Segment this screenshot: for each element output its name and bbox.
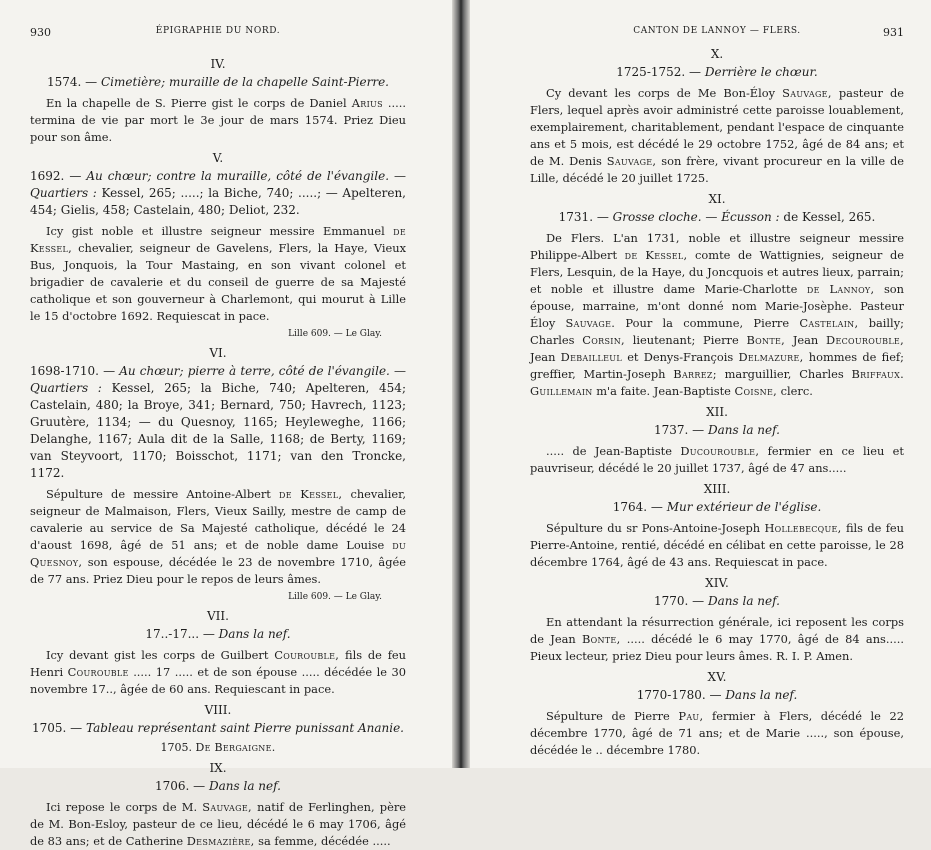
surname: Briffaux. (851, 367, 905, 381)
entry-date: 1737. — (654, 423, 705, 437)
entry-heading (30, 363, 406, 482)
book-gutter (452, 0, 470, 768)
surname: Ducourouble, (680, 444, 760, 458)
quartiers-list: Kessel, 265; la Biche, 740; Apelteren, 454; Castelain, 480; la Broye, 341; Bernard, 750; Havrech, 1123; Gruutère, 1134; — du Quesnoy, 1165; Heyleweghe, 1166; Delanghe, 1167; Aula dit de la Salle, 1168; de Berty, 1169; van Steyvoort, 1170; Boisschot, 1171; van den Troncke, 1172. (30, 381, 406, 480)
entry-date: 1725-1752. — (616, 65, 702, 79)
surname: de Kessel, (30, 224, 406, 255)
surname: Corsin, (582, 333, 625, 347)
entry-date: 1706. — (155, 779, 206, 793)
entry-date: 1698-1710. — (30, 364, 116, 378)
surname: Hollebecque, (764, 521, 842, 535)
section-number: X. (710, 47, 724, 61)
entry-heading (30, 778, 406, 795)
section-number: VI. (209, 346, 227, 360)
inscription-text: Ici repose le corps de M. Sauvage, natif de Ferlinghen, père de M. Bon-Esloy, pasteur de ce lieu, décédé le 6 may 1706, âgé de 83 ans; et de Catherine Desmazière, sa femme, décédée ..... (30, 800, 407, 848)
entry-date: 1705. — (32, 721, 83, 735)
section-number: IV. (210, 57, 226, 71)
entry-location: Dans la nef. (708, 594, 780, 608)
page-number: 930 (30, 26, 51, 39)
entry-location: Dans la nef. (725, 688, 798, 702)
inscription-text: En attendant la résurrection générale, ici reposent les corps de Jean Bonte, ..... décédé le 6 may 1770, âgé de 84 ans..... Pieux lecteur, priez Dieu pour leurs âmes. R. I. P. Amen. (530, 615, 904, 663)
entry-date: 1764. — (612, 500, 663, 514)
surname: Sauvage. (565, 316, 616, 330)
entry-heading (530, 64, 904, 81)
section-number: VIII. (204, 703, 232, 717)
entry-location: Dans la nef. (708, 423, 780, 437)
surname: Desmazière, (186, 834, 255, 848)
painting-signature: 1705. De Bergaigne. (160, 741, 276, 754)
surname: Pau, (678, 709, 704, 723)
entry-date: 1770-1780. — (636, 688, 722, 702)
surname: de Kessel, (624, 248, 688, 262)
section-number: VII. (207, 609, 229, 623)
surname: Barrez; (673, 367, 717, 381)
surname: Courouble, (274, 648, 340, 662)
entry-heading (530, 593, 904, 610)
running-head (30, 26, 406, 42)
surname: De Bergaigne. (195, 741, 276, 754)
left-page (0, 0, 452, 848)
inscription-text: Sépulture du sr Pons-Antoine-Joseph Hollebecque, fils de feu Pierre-Antoine, rentié, décédé en célibat en cette paroisse, le 28 décembre 1764, âgé de 43 ans. Requiescat in pace. (530, 521, 904, 569)
entry-heading (530, 499, 904, 516)
running-head-title: ÉPIGRAPHIE DU NORD. (155, 26, 281, 36)
source-citation: Lille 609. — Le Glay. (288, 329, 382, 339)
entry-location: Mur extérieur de l'église. (666, 500, 822, 514)
running-head (530, 26, 904, 42)
entry-location: Tableau représentant saint Pierre punissant Ananie. (86, 721, 404, 735)
entry-location: Au chœur; contre la muraille, côté de l'évangile. — Quartiers : (30, 169, 406, 200)
entry-location: Au chœur; pierre à terre, côté de l'évangile. — Quartiers : (30, 364, 406, 395)
entry-location: Derrière le chœur. (704, 65, 818, 79)
inscription-text: De Flers. L'an 1731, noble et illustre seigneur messire Philippe-Albert de Kessel, comte de Wattignies, seigneur de Flers, Lesquin, de la Haye, du Joncquois et autres lieux, parrain; et noble et illustre dame Marie-Charlotte de Lannoy, son épouse, marraine, m'ont donné nom Marie-Josèphe. Pasteur Éloy Sauvage. Pour la commune, Pierre Castelain, bailly; Charles Corsin, lieutenant; Pierre Bonte, Jean Decourouble, Jean Debailleul et Denys-François Delmazure, hommes de fief; greffier, Martin-Joseph Barrez; marguillier, Charles Briffaux. Guillemain m'a faite. Jean-Baptiste Coisne, clerc. (530, 231, 905, 398)
section-number: XIII. (703, 482, 731, 496)
surname: Arius (351, 96, 383, 110)
page-number: 931 (883, 26, 904, 39)
quartiers-list: Kessel, 265; .....; la Biche, 740; .....; — Apelteren, 454; Gielis, 458; Castelain, 480; Deliot, 232. (30, 186, 406, 217)
entry-location: Dans la nef. (209, 779, 281, 793)
entry-heading (530, 422, 904, 439)
inscription-text: ..... de Jean-Baptiste Ducourouble, fermier en ce lieu et pauvriseur, décédé le 20 juillet 1737, âgé de 47 ans..... (530, 444, 905, 475)
entry-date: 17..-17... — (145, 627, 215, 641)
right-page (470, 0, 931, 768)
entry-location: Cimetière; muraille de la chapelle Saint-Pierre. (101, 75, 389, 89)
surname: Guillemain (530, 384, 593, 398)
inscription-text: Sépulture de Pierre Pau, fermier à Flers, décédé le 22 décembre 1770, âgé de 71 ans; et de Marie ....., son épouse, décédée le .. décembre 1780. (530, 709, 904, 757)
surname: de Kessel, (279, 487, 343, 501)
surname: de Lannoy, (806, 282, 875, 296)
entry-heading (30, 168, 406, 219)
inscription-text: Cy devant les corps de Me Bon-Éloy Sauvage, pasteur de Flers, lequel après avoir administré cette paroisse louablement, exemplairement, charitablement, pendant l'espace de cinquante ans et 5 mois, est décédé le 29 octobre 1752, âgé de 84 ans; et de M. Denis Sauvage, son frère, vivant procureur en la ville de Lille, décédé le 20 juillet 1725. (530, 86, 905, 185)
source-citation: Lille 609. — Le Glay. (288, 592, 382, 602)
inscription-text: En la chapelle de S. Pierre gist le corps de Daniel Arius ..... termina de vie par mort le 3e jour de mars 1574. Priez Dieu pour son âme. (30, 96, 407, 144)
section-number: XV. (707, 670, 727, 684)
entry-heading (30, 74, 406, 91)
entry-heading (530, 687, 904, 704)
surname: Castelain, (799, 316, 859, 330)
escutcheon: de Kessel, 265. (783, 210, 876, 224)
entry-location: Dans la nef. (218, 627, 291, 641)
entry-heading (530, 209, 904, 226)
surname: Sauvage, (782, 86, 832, 100)
entry-heading (30, 720, 406, 737)
section-number: XII. (706, 405, 728, 419)
surname: Courouble (67, 665, 129, 679)
surname: Sauvage, (202, 800, 252, 814)
entry-date: 1692. — (30, 169, 82, 183)
section-number: XIV. (705, 576, 729, 590)
surname: Coisne, (734, 384, 778, 398)
entry-location: Grosse cloche. — Écusson : (612, 210, 780, 224)
section-number: XI. (708, 192, 726, 206)
surname: Delmazure, (738, 350, 804, 364)
inscription-text: Icy devant gist les corps de Guilbert Courouble, fils de feu Henri Courouble ..... 17 ..... et de son épouse ..... décédée le 30 novembre 17.., âgée de 60 ans. Requiescant in pace. (30, 648, 406, 696)
entry-date: 1731. — (558, 210, 609, 224)
surname: Bonte, (746, 333, 786, 347)
section-number: V. (212, 151, 224, 165)
surname: Sauvage, (606, 154, 657, 168)
surname: Decourouble, (826, 333, 904, 347)
inscription-text: Sépulture de messire Antoine-Albert de Kessel, chevalier, seigneur de Malmaison, Flers, Vieux Sailly, mestre de camp de cavalerie au service de Sa Majesté catholique, décédé le 24 d'aoust 1698, âgé de 51 ans; et de noble dame Louise du Quesnoy, son espouse, décédée le 23 de novembre 1710, âgée de 77 ans. Priez Dieu pour le repos de leurs âmes. (30, 487, 406, 586)
entry-heading (30, 626, 406, 643)
entry-date: 1574. — (47, 75, 98, 89)
surname: Debailleul (560, 350, 622, 364)
surname: Bonte, (581, 632, 621, 646)
section-number: IX. (209, 761, 227, 775)
surname: du Quesnoy, (30, 538, 406, 569)
running-head-title: CANTON DE LANNOY — FLERS. (633, 26, 801, 36)
inscription-text: Icy gist noble et illustre seigneur messire Emmanuel de Kessel, chevalier, seigneur de Gavelens, Flers, la Haye, Vieux Bus, Jonquois, la Tour Mastaing, en son vivant colonel et brigadier de cavalerie et du conseil de guerre de sa Majesté catholique et son gouverneur à Charlemont, qui mourut à Lille le 15 d'octobre 1692. Requiescat in pace. (30, 224, 406, 323)
entry-date: 1770. — (654, 594, 705, 608)
